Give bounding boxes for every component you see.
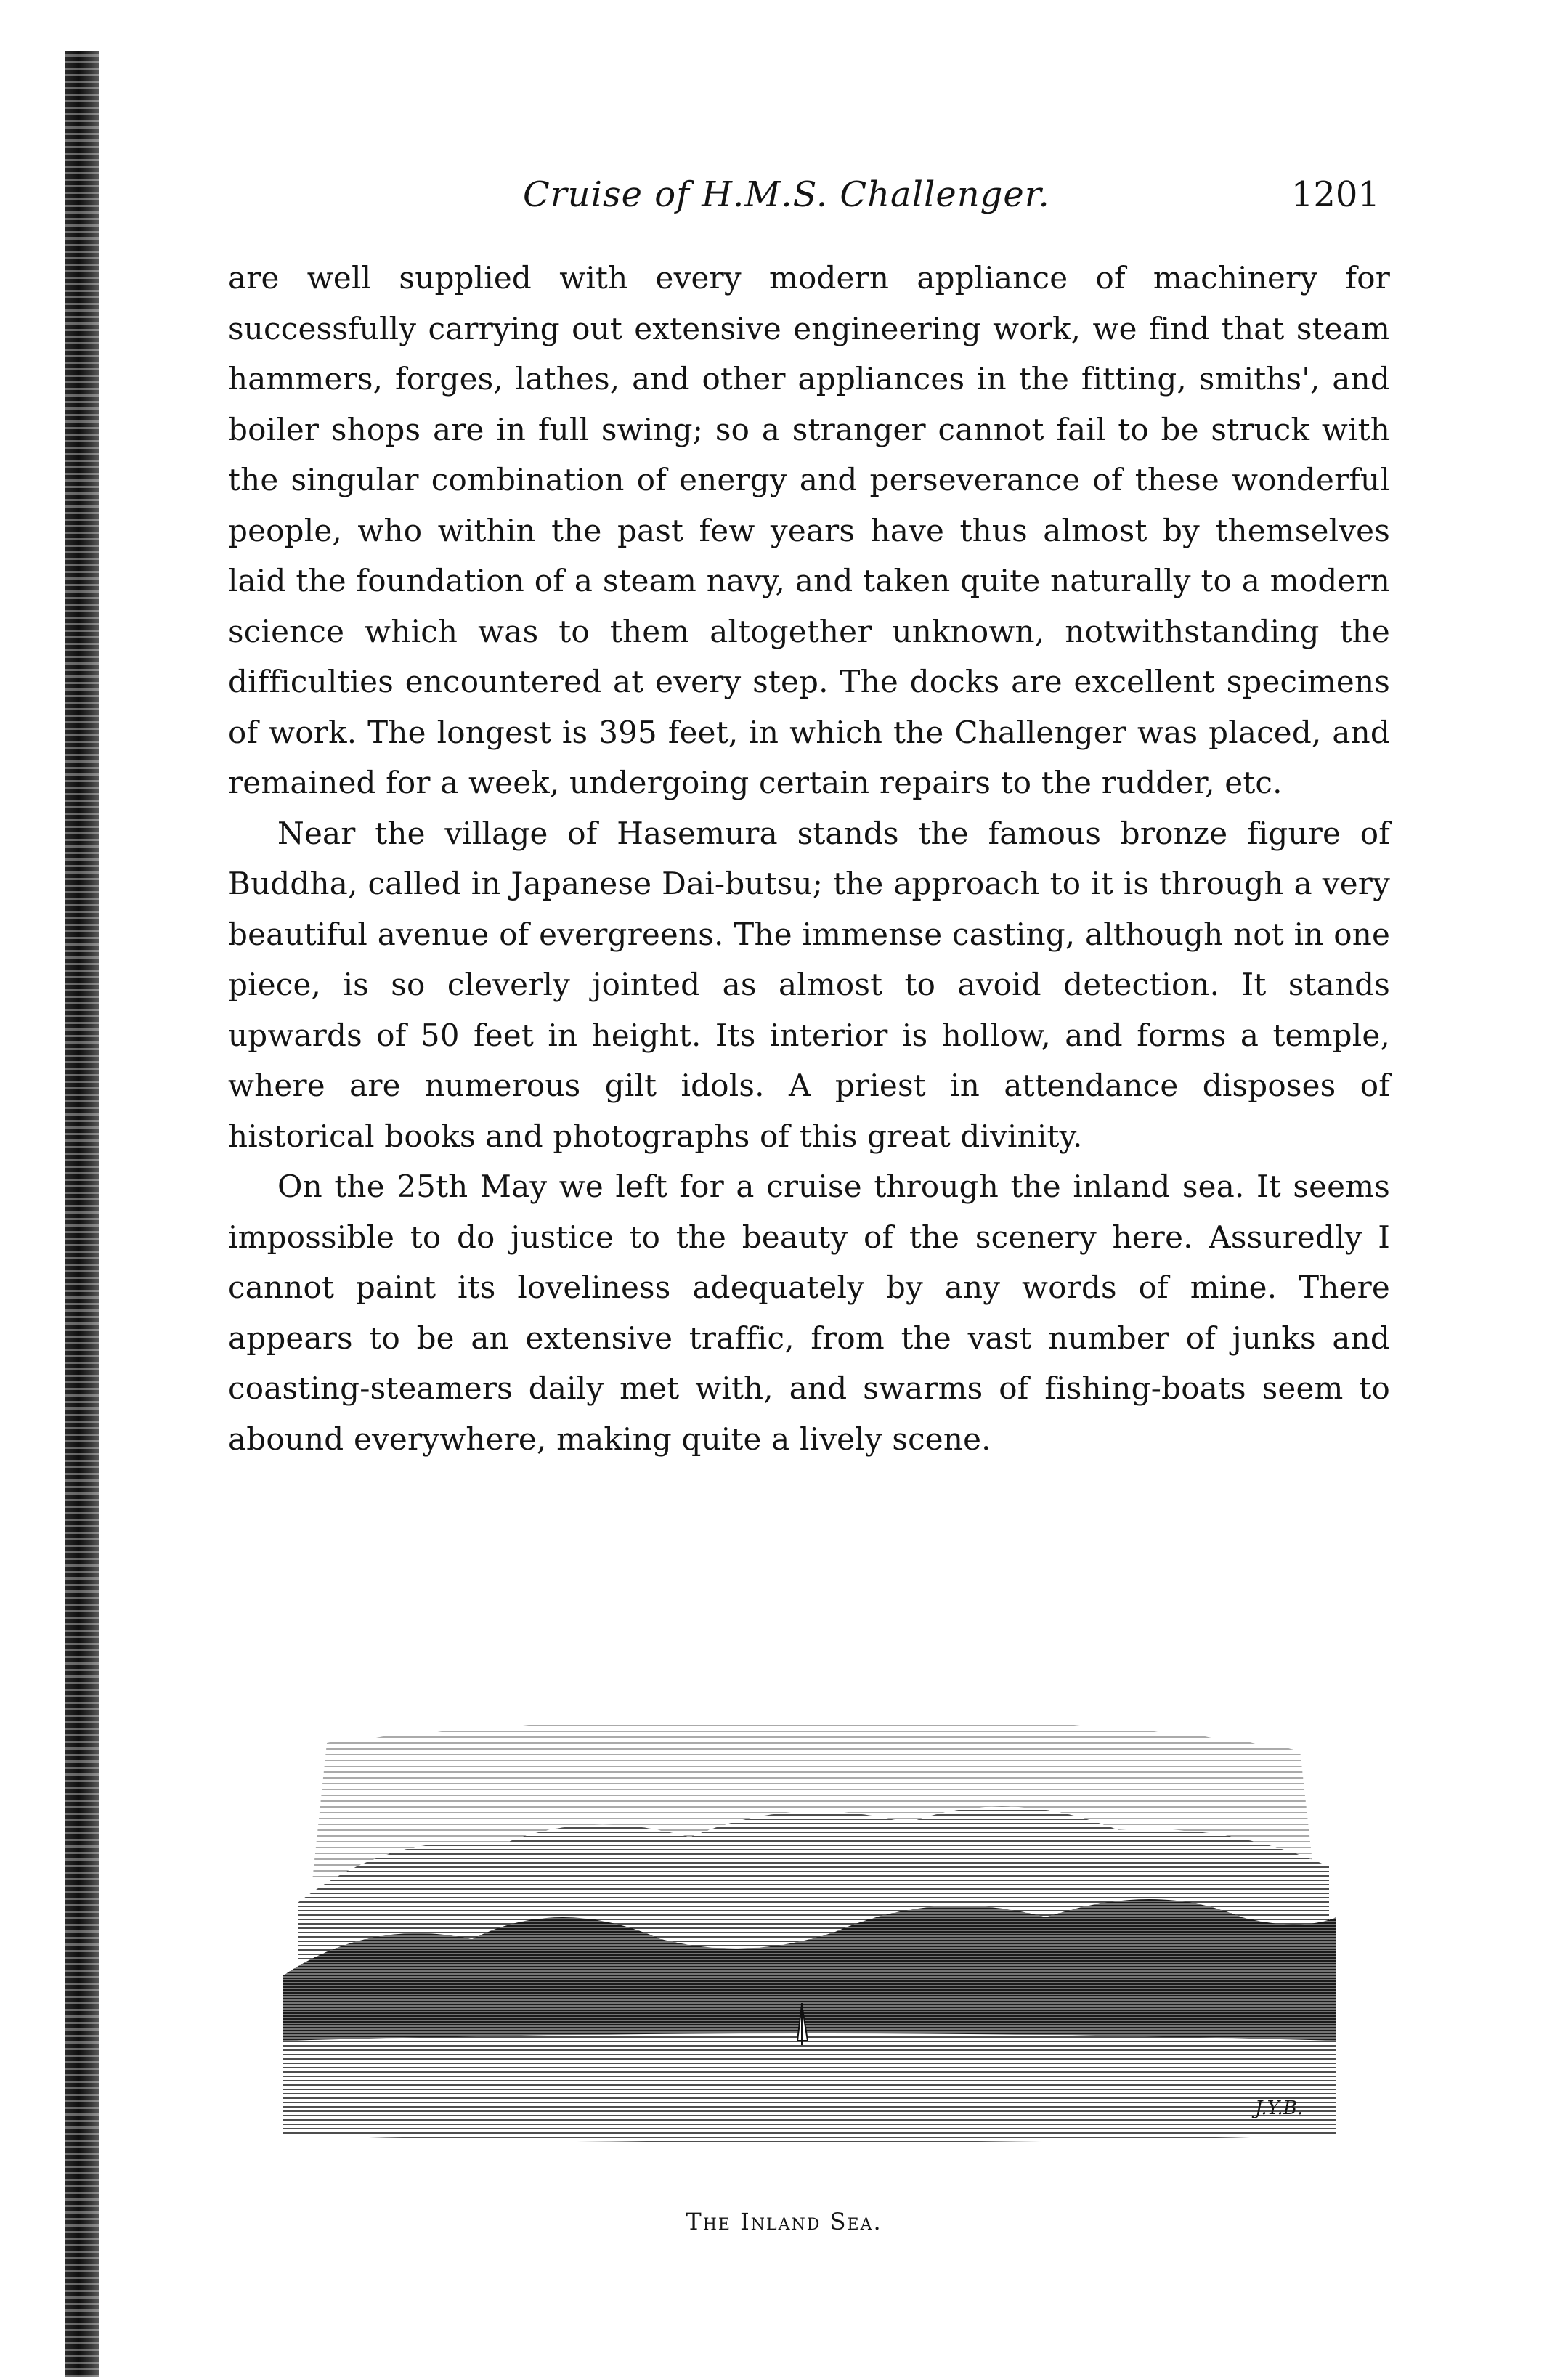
engraver-signature: J.Y.B. <box>1255 2097 1304 2119</box>
paragraph-inland-sea: On the 25th May we left for a cruise through the inland sea. It seems impossible to do justice to the beauty of the scenery here. Assuredly I cannot paint its loveliness adequately by any words of mine. There appears to be an extensive traffic, from the vast number of junks and coasting-steamers daily met with, and swarms of fishing-boats seem to abound everywhere, making quite a lively scene. <box>228 1169 1390 1457</box>
paragraph-daibutsu: Near the village of Hasemura stands the famous bronze figure of Buddha, called in Japanese Dai-butsu; the approach to it is through a very beautiful avenue of evergreens. The immense casting, although not in one piece, is so cleverly jointed as almost to avoid detection. It stands upwards of 50 feet in height. Its interior is hollow, and forms a temple, where are numerous gilt idols. A priest in attendance disposes of historical books and photographs of this great divinity. <box>228 815 1390 1154</box>
engraving-image <box>283 1699 1336 2146</box>
page-number: 1201 <box>1291 174 1380 215</box>
running-title: Cruise of H.M.S. Challenger. <box>523 174 1050 215</box>
book-binding-edge <box>65 51 99 2377</box>
figure-caption: The Inland Sea. <box>686 2208 882 2235</box>
inland-sea-engraving <box>283 1699 1336 2146</box>
page-header <box>523 173 1394 231</box>
paragraph-dockyard: are well supplied with every modern appliance of machinery for successfully carrying out extensive engineering work, we find that steam hammers, forges, lathes, and other appliances in the fitting, smiths', and boiler shops are in full swing; so a stranger cannot fail to be struck with the singular combination of energy and perseverance of these wonderful people, who within the past few years have thus almost by themselves laid the foundation of a steam navy, and taken quite naturally to a modern science which was to them altogether unknown, notwithstanding the difficulties encountered at every step. The docks are excellent specimens of work. The longest is 395 feet, in which the Challenger was placed, and remained for a week, undergoing certain repairs to the rudder, etc. <box>228 260 1390 800</box>
body-text <box>228 253 1390 1464</box>
